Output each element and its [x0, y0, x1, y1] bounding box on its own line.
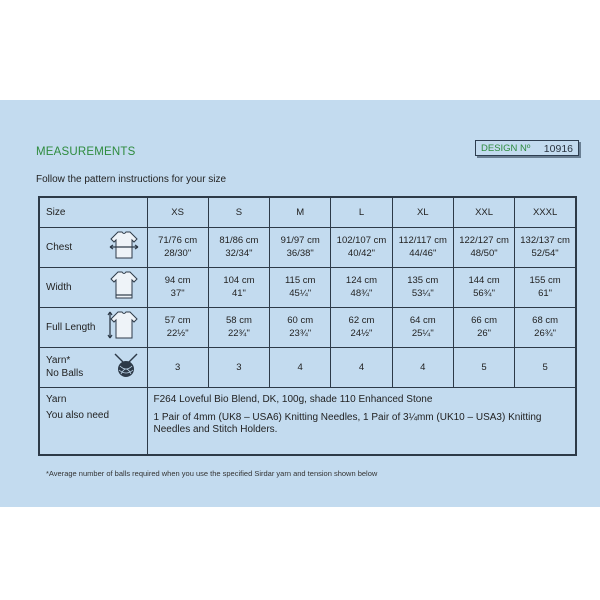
chest-m: [270, 227, 331, 267]
chest-l: [331, 227, 392, 267]
chest-xxxl: [515, 227, 576, 267]
chest-s-in: 32/34": [225, 248, 253, 259]
chest-xxl-in: 48/50": [470, 248, 498, 259]
length-s-in: 22¾": [227, 328, 250, 339]
materials-row: [39, 387, 576, 455]
balls-l: 4: [331, 347, 392, 387]
length-xxxl-cm: 68 cm: [532, 315, 559, 326]
length-xxl-in: 26": [477, 328, 492, 339]
length-xs: [147, 307, 208, 347]
chest-xl-in: 44/46": [409, 248, 437, 259]
page-title: MEASUREMENTS: [36, 146, 136, 158]
sweater-width-icon: [107, 268, 141, 306]
length-xl-in: 25¼": [411, 328, 434, 339]
needles-description: 1 Pair of 4mm (UK8 – USA6) Knitting Needles, 1 Pair of 3¼mm (UK10 – USA3) Knitting Needles and Stitch Holders.: [153, 411, 542, 435]
balls-xxxl: 5: [515, 347, 576, 387]
no-balls-label: No Balls: [46, 368, 84, 379]
size-m: M: [270, 197, 331, 227]
chest-xs: [147, 227, 208, 267]
length-xl: [392, 307, 453, 347]
measurements-card: [0, 100, 600, 507]
width-xl-cm: 135 cm: [407, 275, 439, 286]
footnote: *Average number of balls required when you use the specified Sirdar yarn and tension shown below: [46, 469, 378, 478]
size-label-cell: [39, 197, 147, 227]
chest-xs-cm: 71/76 cm: [158, 235, 198, 246]
width-label-cell: [39, 267, 147, 307]
width-xxl-in: 56¾": [473, 288, 495, 299]
chest-row: [39, 227, 576, 267]
chest-xxxl-cm: 132/137 cm: [520, 235, 570, 246]
balls-xxl: 5: [453, 347, 514, 387]
length-s: [208, 307, 269, 347]
length-s-cm: 58 cm: [225, 315, 252, 326]
width-l-cm: 124 cm: [345, 275, 378, 286]
sweater-chest-icon: [107, 228, 141, 266]
width-xl-in: 53¼": [411, 288, 434, 299]
width-xxl: [453, 267, 514, 307]
chest-xxxl-in: 52/54": [531, 248, 559, 259]
length-row: [39, 307, 576, 347]
design-label: DESIGN Nº: [481, 143, 531, 154]
yarn-balls-row: [39, 347, 576, 387]
width-xs-in: 37": [170, 288, 185, 299]
length-xxl: [453, 307, 514, 347]
chest-xl: [392, 227, 453, 267]
design-number-box: [475, 140, 579, 156]
width-xs: [147, 267, 208, 307]
balls-s: 3: [208, 347, 269, 387]
chest-xs-in: 28/30": [164, 248, 192, 259]
balls-xs: 3: [147, 347, 208, 387]
width-xxxl-cm: 155 cm: [529, 275, 561, 286]
size-xxl: XXL: [453, 197, 514, 227]
materials-label-cell: [39, 387, 147, 455]
length-m: [270, 307, 331, 347]
length-xs-in: 22½": [166, 328, 189, 339]
chest-s-cm: 81/86 cm: [219, 235, 259, 246]
yarn-description: F264 Loveful Bio Blend, DK, 100g, shade 110 Enhanced Stone: [153, 393, 433, 405]
size-xxxl: XXXL: [515, 197, 576, 227]
yarn-label: Yarn*: [46, 355, 71, 366]
width-l: [331, 267, 392, 307]
measurements-table: [38, 196, 577, 456]
chest-xxl-cm: 122/127 cm: [459, 235, 509, 246]
sweater-length-icon: [107, 308, 141, 346]
design-number: 10916: [543, 143, 573, 155]
width-l-in: 48¾": [350, 288, 373, 299]
length-xxl-cm: 66 cm: [471, 315, 497, 326]
yarn-balls-label-cell: [39, 347, 147, 387]
width-xxxl-in: 61": [538, 288, 553, 299]
chest-l-cm: 102/107 cm: [336, 235, 387, 246]
chest-xl-cm: 112/117 cm: [398, 235, 447, 246]
length-l: [331, 307, 392, 347]
size-label: Size: [46, 206, 66, 218]
size-xl: XL: [392, 197, 453, 227]
chest-l-in: 40/42": [347, 248, 376, 259]
you-also-need-label: You also need: [46, 409, 110, 421]
width-xs-cm: 94 cm: [164, 275, 191, 286]
length-label: Full Length: [46, 321, 96, 333]
length-m-cm: 60 cm: [287, 315, 314, 326]
length-xxxl: [515, 307, 576, 347]
length-label-cell: [39, 307, 147, 347]
balls-m: 4: [270, 347, 331, 387]
length-xxxl-in: 26¾": [534, 328, 557, 339]
width-s-in: 41": [231, 288, 246, 299]
yarn-row-label: Yarn: [46, 393, 67, 405]
chest-label-cell: [39, 227, 147, 267]
size-xs: XS: [147, 197, 208, 227]
width-label: Width: [46, 281, 72, 293]
length-xl-cm: 64 cm: [409, 315, 436, 326]
width-s-cm: 104 cm: [223, 275, 255, 286]
width-row: [39, 267, 576, 307]
size-s: S: [208, 197, 269, 227]
length-m-in: 23¾": [289, 328, 312, 339]
width-s: [208, 267, 269, 307]
length-l-in: 24½": [350, 328, 373, 339]
width-m-in: 45¼": [289, 288, 312, 299]
chest-xxl: [453, 227, 514, 267]
size-l: L: [331, 197, 392, 227]
chest-m-cm: 91/97 cm: [280, 235, 320, 246]
width-m: [270, 267, 331, 307]
width-xxl-cm: 144 cm: [468, 275, 500, 286]
width-xxxl: [515, 267, 576, 307]
materials-text-cell: [147, 387, 576, 455]
length-xs-cm: 57 cm: [164, 315, 191, 326]
subtitle: Follow the pattern instructions for your size: [36, 174, 227, 185]
yarn-ball-icon: [111, 350, 141, 384]
chest-label: Chest: [46, 241, 73, 253]
chest-m-in: 36/38": [286, 248, 314, 259]
width-xl: [392, 267, 453, 307]
width-m-cm: 115 cm: [284, 275, 316, 286]
chest-s: [208, 227, 269, 267]
balls-xl: 4: [392, 347, 453, 387]
size-row: [39, 197, 576, 227]
length-l-cm: 62 cm: [348, 315, 375, 326]
